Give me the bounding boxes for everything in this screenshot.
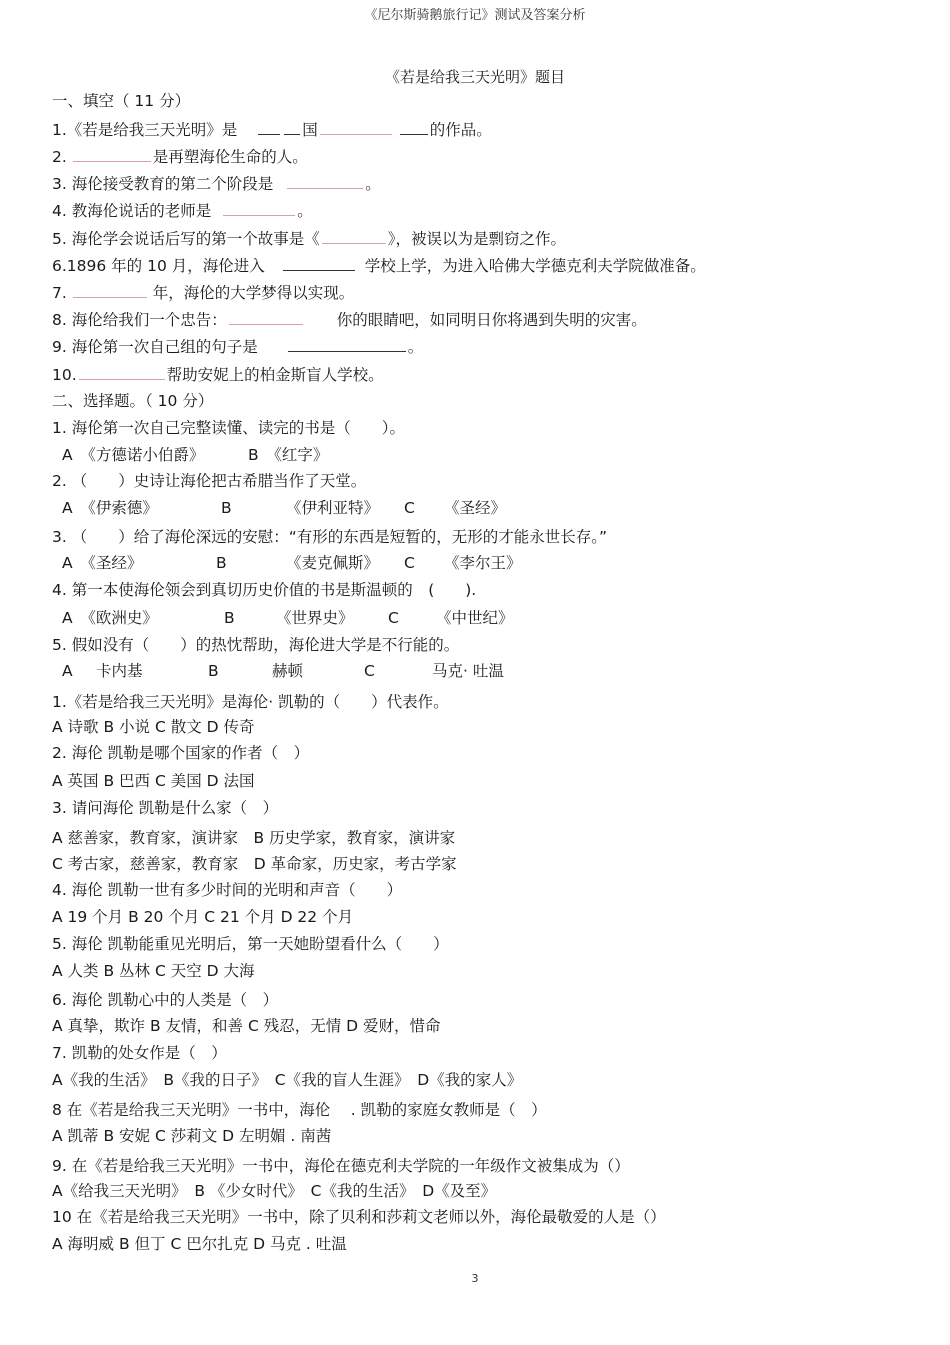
quiz-q10-options: A 海明威 B 但丁 C 巴尔扎克 D 马克 . 吐温 (52, 1235, 347, 1253)
choice-q1-option-a: A 《方德诺小伯爵》 (62, 446, 205, 464)
choice-q2: 2. （ ）史诗让海伦把古希腊当作了天堂。 (52, 472, 367, 490)
choice-q2-option-a: A 《伊索德》 (62, 499, 158, 517)
choice-q1-option-b: B 《红字》 (248, 446, 329, 464)
quiz-q5-options: A 人类 B 丛林 C 天空 D 大海 (52, 962, 255, 980)
choice-q4-option-c: 《中世纪》 (436, 609, 514, 627)
quiz-q6-options: A 真挚，欺诈 B 友情，和善 C 残忍，无情 D 爱财，惜命 (52, 1017, 441, 1035)
fill-q4: 4. 教海伦说话的老师是 。 (52, 202, 313, 220)
blank (287, 174, 363, 189)
choice-q3: 3. （ ）给了海伦深远的安慰：“有形的东西是短暂的，无形的才能永世长存。” (52, 528, 608, 546)
choice-q2-option-c-letter: C (404, 499, 415, 517)
blank (288, 337, 406, 352)
quiz-q6: 6. 海伦 凯勒心中的人类是（ ） (52, 991, 279, 1009)
choice-q4-option-b: 《世界史》 (276, 609, 354, 627)
blank (400, 120, 428, 135)
choice-q4-option-b-letter: B (224, 609, 235, 627)
blank (79, 365, 165, 380)
fill-q6: 6.1896 年的 10 月，海伦进入 学校上学，为进入哈佛大学德克利夫学院做准备。 (52, 257, 706, 275)
quiz-q7-options: A《我的生活》 B《我的日子》 C《我的盲人生涯》 D《我的家人》 (52, 1071, 523, 1089)
quiz-q4: 4. 海伦 凯勒一世有多少时间的光明和声音（ ） (52, 881, 403, 899)
choice-q5-option-a-letter: A (62, 662, 73, 680)
fill-q1: 1.《若是给我三天光明》是 国 的作品。 (52, 121, 492, 139)
quiz-q4-options: A 19 个月 B 20 个月 C 21 个月 D 22 个月 (52, 908, 354, 926)
choice-q2-option-c: 《圣经》 (444, 499, 507, 517)
fill-q9: 9. 海伦第一次自己组的句子是 。 (52, 338, 424, 356)
choice-q3-option-c-letter: C (404, 554, 415, 572)
choice-q3-option-b: 《麦克佩斯》 (286, 554, 380, 572)
quiz-q2: 2. 海伦 凯勒是哪个国家的作者（ ） (52, 744, 310, 762)
section2-heading: 二、选择题。（ 10 分） (52, 392, 214, 410)
fill-q8: 8. 海伦给我们一个忠告： 你的眼睛吧，如同明日你将遇到失明的灾害。 (52, 311, 647, 329)
fill-q7: 7. 年，海伦的大学梦得以实现。 (52, 284, 355, 302)
section1-heading: 一、填空（ 11 分） (52, 92, 191, 110)
choice-q5: 5. 假如没有（ ）的热忱帮助，海伦进大学是不行能的。 (52, 636, 460, 654)
quiz-q9-options: A《给我三天光明》 B 《少女时代》 C《我的生活》 D《及至》 (52, 1182, 497, 1200)
choice-q4-option-c-letter: C (388, 609, 399, 627)
quiz-q2-options: A 英国 B 巴西 C 美国 D 法国 (52, 772, 255, 790)
quiz-q8: 8 在《若是给我三天光明》一书中，海伦 . 凯勒的家庭女教师是（ ） (52, 1101, 547, 1119)
blank (320, 120, 392, 135)
fill-q5: 5. 海伦学会说话后写的第一个故事是《 》，被误以为是剽窃之作。 (52, 230, 566, 248)
quiz-q3-options-1: A 慈善家，教育家，演讲家 B 历史学家，教育家，演讲家 (52, 829, 456, 847)
quiz-q9: 9. 在《若是给我三天光明》一书中，海伦在德克利夫学院的一年级作文被集成为（） (52, 1157, 630, 1175)
page-header: 《尼尔斯骑鹅旅行记》测试及答案分析 (364, 8, 586, 23)
quiz-q7: 7. 凯勒的处女作是（ ） (52, 1044, 227, 1062)
quiz-q8-options: A 凯蒂 B 安妮 C 莎莉文 D 左明媚 . 南茜 (52, 1127, 332, 1145)
choice-q5-option-c: 马克· 吐温 (432, 662, 504, 680)
choice-q3-option-a: A 《圣经》 (62, 554, 143, 572)
choice-q3-option-b-letter: B (216, 554, 227, 572)
choice-q4-option-a: A 《欧洲史》 (62, 609, 158, 627)
choice-q5-option-b: 赫顿 (272, 662, 304, 680)
choice-q3-option-c: 《李尔王》 (444, 554, 522, 572)
fill-q2: 2. 是再塑海伦生命的人。 (52, 148, 308, 166)
blank (223, 201, 295, 216)
fill-q3: 3. 海伦接受教育的第二个阶段是 。 (52, 175, 381, 193)
choice-q5-option-b-letter: B (208, 662, 219, 680)
document-title: 《若是给我三天光明》题目 (384, 68, 565, 86)
quiz-q3: 3. 请问海伦 凯勒是什么家（ ） (52, 799, 279, 817)
blank (258, 120, 280, 135)
blank (73, 283, 147, 298)
blank (283, 256, 355, 271)
quiz-q10: 10 在《若是给我三天光明》一书中，除了贝利和莎莉文老师以外，海伦最敬爱的人是（） (52, 1208, 666, 1226)
blank (229, 310, 303, 325)
choice-q5-option-a: 卡内基 (96, 662, 143, 680)
quiz-q5: 5. 海伦 凯勒能重见光明后，第一天她盼望看什么（ ） (52, 935, 449, 953)
quiz-q3-options-2: C 考古家，慈善家，教育家 D 革命家，历史家，考古学家 (52, 855, 457, 873)
quiz-q1: 1.《若是给我三天光明》是海伦· 凯勒的（ ）代表作。 (52, 693, 449, 711)
page-number: 3 (471, 1272, 479, 1285)
quiz-q1-options: A 诗歌 B 小说 C 散文 D 传奇 (52, 718, 255, 736)
choice-q2-option-b: 《伊利亚特》 (286, 499, 380, 517)
choice-q2-option-b-letter: B (221, 499, 232, 517)
blank (73, 147, 151, 162)
blank (284, 120, 300, 135)
choice-q1: 1. 海伦第一次自己完整读懂、读完的书是（ ）。 (52, 419, 405, 437)
blank (322, 229, 386, 244)
choice-q5-option-c-letter: C (364, 662, 375, 680)
choice-q4: 4. 第一本使海伦领会到真切历史价值的书是斯温顿的 ( ). (52, 581, 477, 599)
fill-q10: 10. 帮助安妮上的柏金斯盲人学校。 (52, 366, 384, 384)
